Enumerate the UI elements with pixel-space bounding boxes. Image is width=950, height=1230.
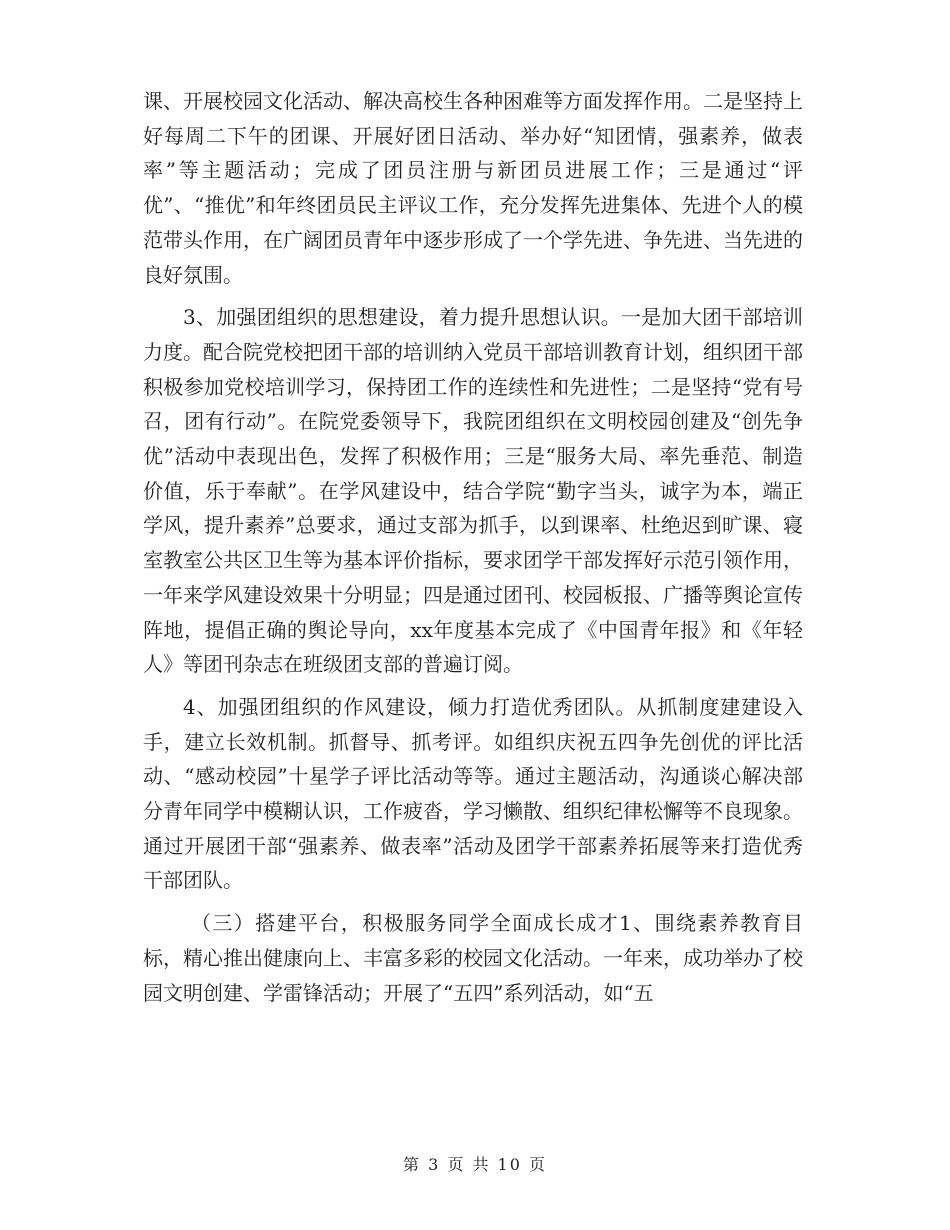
paragraph-continuation: 课、开展校园文化活动、解决高校生各种困难等方面发挥作用。二是坚持上好每周二下午的团课、开展好团日活动、举办好“知团情，强素养，做表率”等主题活动；完成了团员注册与新团员进展工作；三是通过“评优”、“推优”和年终团员民主评议工作，充分发挥先进集体、先进个人的模范带头作用，在广阔团员青年中逐步形成了一个学先进、争先进、当先进的良好氛围。 (143, 89, 803, 287)
document-body (143, 84, 803, 1018)
page-number-footer: 第 3 页 共 10 页 (403, 1155, 547, 1174)
paragraph-ideology-building: 3、加强团组织的思想建设，着力提升思想认识。一是加大团干部培训力度。配合院党校把团干部的培训纳入党员干部培训教育计划，组织团干部积极参加党校培训学习，保持团工作的连续性和先进性；二是坚持“党有号召，团有行动”。在院党委领导下，我院团组织在文明校园创建及“创先争优”活动中表现出色，发挥了积极作用；三是“服务大局、率先垂范、制造价值，乐于奉献”。在学风建设中，结合学院“勤字当头，诚字为本，端正学风，提升素养”总要求，通过支部为抓手，以到课率、杜绝迟到旷课、寝室教室公共区卫生等为基本评价指标，要求团学干部发挥好示范引领作用，一年来学风建设效果十分明显；四是通过团刊、校园板报、广播等舆论宣传阵地，提倡正确的舆论导向，xx年度基本完成了《中国青年报》和《年轻人》等团刊杂志在班级团支部的普遍订阅。 (143, 305, 803, 677)
paragraph-platform-service: （三）搭建平台，积极服务同学全面成长成才1、围绕素养教育目标，精心推出健康向上、丰富多彩的校园文化活动。一年来，成功举办了校园文明创建、学雷锋活动；开展了“五四”系列活动，如“五 (143, 911, 803, 1005)
paragraph-style-building: 4、加强团组织的作风建设，倾力打造优秀团队。从抓制度建建设入手，建立长效机制。抓督导、抓考评。如组织庆祝五四争先创优的评比活动、“感动校园”十星学子评比活动等等。通过主题活动，沟通谈心解决部分青年同学中模糊认识，工作疲沓，学习懒散、组织纪律松懈等不良现象。通过开展团干部“强素养、做表率”活动及团学干部素养拓展等来打造优秀干部团队。 (143, 694, 803, 893)
